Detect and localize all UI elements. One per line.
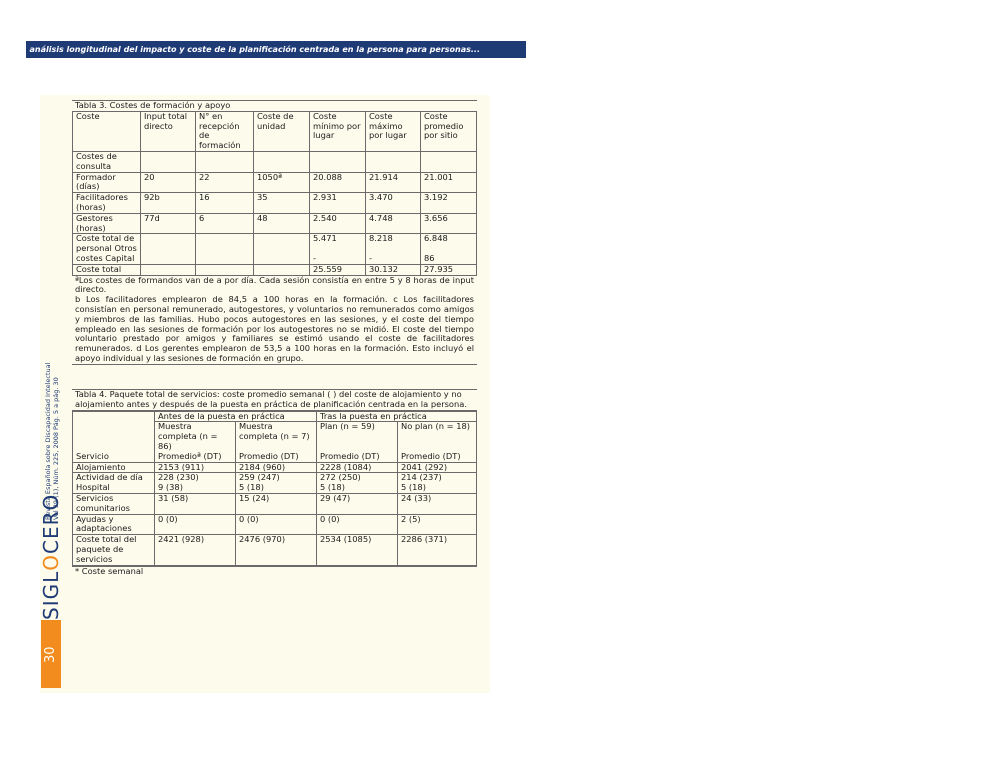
- table-cell: [254, 264, 310, 275]
- table-cell: 20.088: [310, 172, 366, 193]
- table-3-note: ªLos costes de formandos van de a por día. Cada sesión consistía en entre 5 y 8 horas de input directo.: [75, 274, 474, 295]
- table-4-footnote: * Coste semanal: [72, 566, 477, 577]
- header-cell: N° en recepción de formación: [196, 111, 254, 151]
- header-cell: Tras la puesta en práctica: [317, 411, 477, 422]
- table-cell: 3.192: [421, 193, 477, 214]
- header-cell: No plan (n = 18): [398, 422, 477, 452]
- table-cell: 214 (237) 5 (18): [398, 473, 477, 494]
- header-cell: Promedio (DT): [236, 452, 317, 462]
- table-row: [73, 151, 477, 172]
- header-cell: Coste de unidad: [254, 111, 310, 151]
- table-cell: 25.559: [310, 264, 366, 275]
- table-3-header-row: [73, 111, 477, 151]
- table-cell: [196, 264, 254, 275]
- table-cell: 2 (5): [398, 514, 477, 535]
- table-cell: 24 (33): [398, 493, 477, 514]
- table-cell: Gestores (horas): [73, 213, 141, 234]
- table-cell: 3.470: [366, 193, 421, 214]
- table-cell: 0 (0): [236, 514, 317, 535]
- table-cell: 3.656: [421, 213, 477, 234]
- journal-brand: [39, 493, 63, 620]
- table-3-note: b Los facilitadores emplearon de 84,5 a 100 horas en la formación. c Los facilitadores consistían en personal remunerado, autogestores, y voluntarios no remunerados como amigos y miembros de las familias. Hubo pocos autogestores en las sesiones, y el coste del tiempo empleado en las sesiones de formación por los autogestores no se midió. El coste del tiempo voluntario prestado por amigos y familiares se estimó usando el coste de facilitadores remunerados. d Los gerentes emplearon de 53,5 a 100 horas en la formación. Esto incluyó el apoyo individual y las sesiones de formación en grupo.: [75, 294, 474, 363]
- table-cell: 15 (24): [236, 493, 317, 514]
- table-cell: 27.935: [421, 264, 477, 275]
- table-row: [73, 514, 477, 535]
- table-cell: 2041 (292): [398, 462, 477, 473]
- table-cell: [141, 234, 196, 264]
- table-cell: 8.218 -: [366, 234, 421, 264]
- table-3-notes: [72, 276, 477, 365]
- table-cell: Costes de consulta: [73, 151, 141, 172]
- table-cell: Coste total: [73, 264, 141, 275]
- table-cell: 228 (230) 9 (38): [155, 473, 236, 494]
- table-cell: 21.914: [366, 172, 421, 193]
- header-cell: Coste: [73, 111, 141, 151]
- table-cell: 2534 (1085): [317, 535, 398, 565]
- table-row: [73, 473, 477, 494]
- table-cell: 0 (0): [155, 514, 236, 535]
- header-cell: Muestra completa (n = 86): [155, 422, 236, 452]
- journal-line-1: Revista Española sobre Discapacidad Intelectual: [44, 362, 52, 520]
- table-cell: 48: [254, 213, 310, 234]
- header-cell: Coste mínimo por lugar: [310, 111, 366, 151]
- table-cell: Actividad de día Hospital: [73, 473, 155, 494]
- table-4: [72, 389, 477, 576]
- brand-part-2: CERO: [39, 493, 63, 555]
- table-cell: Servicios comunitarios: [73, 493, 155, 514]
- table-cell: [254, 234, 310, 264]
- table-cell: 2286 (371): [398, 535, 477, 565]
- table-cell: 29 (47): [317, 493, 398, 514]
- table-4-caption: Tabla 4. Paquete total de servicios: coste promedio semanal ( ) del coste de alojamiento y no alojamiento antes y después de la puesta en práctica de planificación centrada en la persona.: [72, 389, 477, 411]
- table-row: [73, 535, 477, 565]
- table-cell: Ayudas y adaptaciones: [73, 514, 155, 535]
- table-cell: Coste total de personal Otros costes Capital: [73, 234, 141, 264]
- table-cell: Coste total del paquete de servicios: [73, 535, 155, 565]
- table-cell: Formador (días): [73, 172, 141, 193]
- table-3: [72, 100, 477, 365]
- table-cell: 6.848 86: [421, 234, 477, 264]
- table-3-grid: [72, 111, 477, 276]
- brand-part-o: O: [39, 554, 63, 571]
- table-cell: 2184 (960): [236, 462, 317, 473]
- header-cell: Servicio: [73, 411, 155, 462]
- table-cell: [254, 151, 310, 172]
- table-row: [73, 172, 477, 193]
- header-cell: Antes de la puesta en práctica: [155, 411, 317, 422]
- table-cell: 35: [254, 193, 310, 214]
- table-row: [73, 213, 477, 234]
- table-row: [73, 234, 477, 264]
- table-cell: 2421 (928): [155, 535, 236, 565]
- table-cell: [366, 151, 421, 172]
- table-4-group-row: [73, 411, 477, 422]
- table-cell: 92b: [141, 193, 196, 214]
- table-cell: [196, 151, 254, 172]
- running-header: análisis longitudinal del impacto y coste de la planificación centrada en la persona para personas...: [26, 41, 526, 58]
- table-cell: [196, 234, 254, 264]
- header-cell: Plan (n = 59): [317, 422, 398, 452]
- header-cell: Promedioª (DT): [155, 452, 236, 462]
- table-cell: 0 (0): [317, 514, 398, 535]
- table-cell: [141, 264, 196, 275]
- header-cell: Promedio (DT): [398, 452, 477, 462]
- header-cell: Coste promedio por sitio: [421, 111, 477, 151]
- table-cell: 22: [196, 172, 254, 193]
- page-number: 30: [43, 646, 58, 664]
- table-cell: 2.540: [310, 213, 366, 234]
- table-cell: [141, 151, 196, 172]
- table-cell: 20: [141, 172, 196, 193]
- table-cell: [421, 151, 477, 172]
- table-cell: Facilitadores (horas): [73, 193, 141, 214]
- table-cell: 21.001: [421, 172, 477, 193]
- table-cell: 30.132: [366, 264, 421, 275]
- table-cell: 2228 (1084): [317, 462, 398, 473]
- header-cell: Coste máximo por lugar: [366, 111, 421, 151]
- table-cell: 4.748: [366, 213, 421, 234]
- table-4-grid: [72, 411, 477, 566]
- table-cell: 2153 (911): [155, 462, 236, 473]
- header-cell: Input total directo: [141, 111, 196, 151]
- journal-line-2: Vol 39 (1), Núm. 225, 2008 Pág. 5 a pág. 30: [52, 377, 60, 520]
- table-cell: 2.931: [310, 193, 366, 214]
- table-cell: 259 (247) 5 (18): [236, 473, 317, 494]
- table-row: [73, 193, 477, 214]
- table-cell: 2476 (970): [236, 535, 317, 565]
- table-cell: 31 (58): [155, 493, 236, 514]
- table-cell: 6: [196, 213, 254, 234]
- table-3-caption: Tabla 3. Costes de formación y apoyo: [72, 100, 477, 111]
- table-row: [73, 462, 477, 473]
- table-row: [73, 264, 477, 275]
- table-row: [73, 493, 477, 514]
- table-cell: 77d: [141, 213, 196, 234]
- table-cell: Alojamiento: [73, 462, 155, 473]
- table-cell: [310, 151, 366, 172]
- header-cell: Muestra completa (n = 7): [236, 422, 317, 452]
- table-cell: 272 (250) 5 (18): [317, 473, 398, 494]
- header-cell: Promedio (DT): [317, 452, 398, 462]
- table-cell: 5.471 -: [310, 234, 366, 264]
- table-cell: 1050ª: [254, 172, 310, 193]
- brand-part-1: SIGL: [39, 570, 63, 620]
- table-cell: 16: [196, 193, 254, 214]
